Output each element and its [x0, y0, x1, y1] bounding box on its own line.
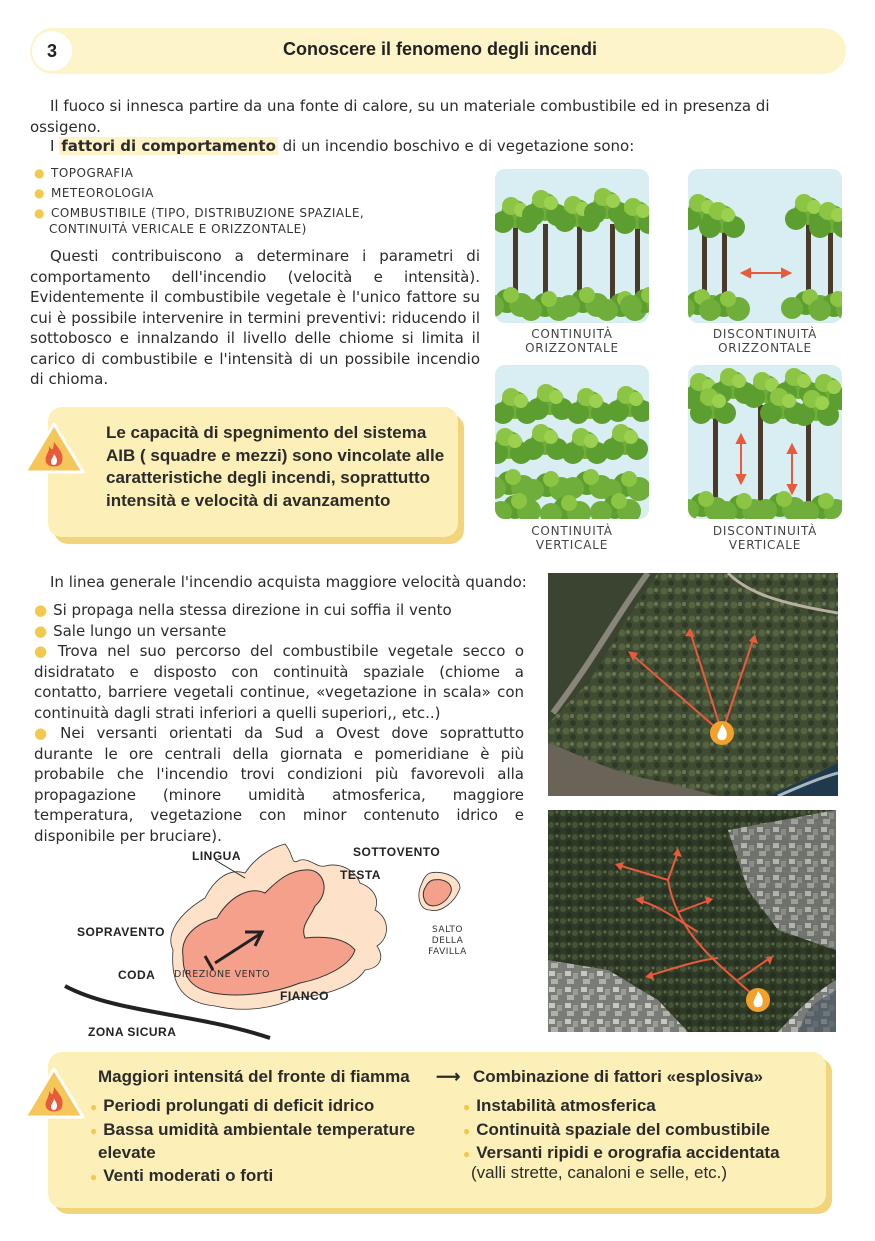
list-item: ● Periodi prolungati di deficit idrico: [90, 1096, 375, 1115]
label-salto-favilla: SALTO DELLA FAVILLA: [428, 925, 467, 957]
bottom-right-note: (valli strette, canaloni e selle, etc.): [471, 1163, 728, 1182]
aerial-photo-valley: [548, 810, 836, 1032]
label-zona-sicura: ZONA SICURA: [88, 1025, 177, 1039]
label-direzione-vento: DIREZIONE VENTO: [174, 969, 271, 980]
list-item: ● COMBUSTIBILE (TIPO, DISTRIBUZIONE SPAZIALE,: [34, 206, 365, 220]
list-item: ● Sale lungo un versante: [34, 621, 227, 640]
caption-discontinuity-horizontal: DISCONTINUITÀ ORIZZONTALE: [712, 327, 818, 355]
label-testa: TESTA: [340, 868, 381, 882]
bottom-right-title: Combinazione di fattori «esplosiva»: [473, 1067, 764, 1086]
illustration-discontinuity-horizontal: [688, 169, 842, 323]
fire-warning-icon: [22, 1065, 86, 1121]
list-item: ● Versanti ripidi e orografia accidentata: [463, 1143, 780, 1162]
illustration-continuity-vertical: [495, 365, 649, 519]
arrow-right-icon: ⟶: [436, 1067, 461, 1086]
list-item: ● Nei versanti orientati da Sud a Ovest dove soprattutto durante le ore centrali della giornata e pomeridiane è più probabile che l'incendio trovi condizioni più favorevoli alla propagazione (minore umidità atmosferica, maggiore temperatura, vegetazione con minor contenuto idrico e disponibile per bruciare).: [34, 724, 524, 845]
prevention-paragraph: Questi contribuiscono a determinare i parametri di comportamento dell'incendio (velocità e intensità). Evidentemente il combustibile vegetale è l'unico fattore su cui è possibile intervenire in termini preventivi: riducendo il sottobosco e innalzando il livello delle chiome si limita il carico di combustibile e l'intensità di un possibile incendio di chioma.: [30, 247, 480, 388]
factors-intro: I fattori di comportamento di un incendio boschivo e di vegetazione sono:: [50, 137, 635, 155]
label-sottovento: SOTTOVENTO: [353, 845, 441, 859]
bottom-right-list: [463, 1095, 813, 1166]
highlight-term: fattori di comportamento: [61, 137, 276, 155]
caption-continuity-horizontal: CONTINUITÀ ORIZZONTALE: [525, 327, 619, 355]
bottom-left-title: Maggiori intensitá del fronte di fiamma: [98, 1067, 410, 1086]
list-item-continuation: elevate: [98, 1143, 156, 1162]
label-sopravento: SOPRAVENTO: [77, 925, 165, 939]
list-item: ● Instabilità atmosferica: [463, 1096, 656, 1115]
list-item: ● Bassa umidità ambientale temperature: [90, 1119, 416, 1139]
factors-list: [34, 165, 474, 237]
speed-list: [34, 600, 524, 846]
label-coda: CODA: [118, 968, 156, 982]
label-lingua: LINGUA: [192, 849, 241, 863]
fire-warning-icon: [22, 420, 86, 476]
callout-text: Le capacità di spegnimento del sistema AIB ( squadre e mezzi) sono vincolate alle caratteristiche degli incendi, soprattutto intensità e velocità di avanzamento: [106, 423, 445, 510]
bottom-left-list: [90, 1095, 450, 1188]
intro-paragraph: Il fuoco si innesca partire da una fonte di calore, su un materiale combustibile ed in presenza di ossigeno.: [30, 97, 770, 136]
list-item: ● Continuità spaziale del combustibile: [463, 1119, 771, 1139]
speed-intro: In linea generale l'incendio acquista maggiore velocità quando:: [50, 573, 527, 591]
list-item: ● METEOROLOGIA: [34, 186, 154, 200]
caption-continuity-vertical: CONTINUITÀ VERTICALE: [531, 524, 613, 552]
list-item: ● Si propaga nella stessa direzione in cui soffia il vento: [34, 601, 452, 619]
page-number: 3: [32, 31, 72, 71]
list-item: ● TOPOGRAFIA: [34, 166, 134, 180]
label-fianco: FIANCO: [280, 989, 329, 1003]
illustration-continuity-horizontal: [495, 169, 649, 323]
list-item-continuation: CONTINUITÁ VERICALE E ORIZZONTALE): [49, 222, 307, 236]
illustration-discontinuity-vertical: [688, 365, 842, 519]
caption-discontinuity-vertical: DISCONTINUITÀ VERTICALE: [712, 524, 818, 552]
aerial-photo-slope: [548, 573, 838, 796]
page-title: Conoscere il fenomeno degli incendi: [282, 39, 598, 59]
list-item: ● Venti moderati o forti: [90, 1165, 274, 1185]
list-item: ● Trova nel suo percorso del combustibile vegetale secco o disidratato e disposto con continuità spaziale (chiome a contatto, barriere vegetali continue, «vegetazione in scala» con continuità dagli strati inferiori a quelli superiori,, etc..): [34, 642, 525, 722]
